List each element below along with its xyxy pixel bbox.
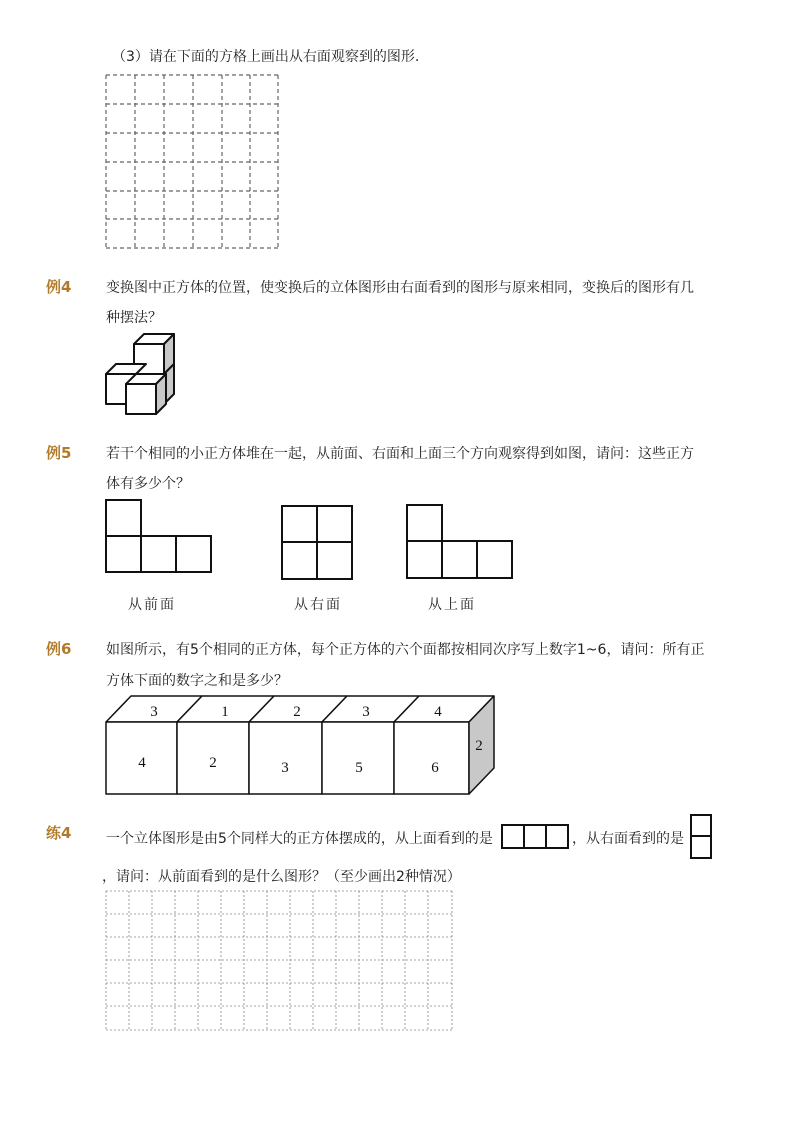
ex4-text-line2: 种摆法？ bbox=[106, 310, 162, 326]
q3-question-text: （3）请在下面的方格上画出从右面观察到的图形. bbox=[112, 49, 420, 65]
ex5-front-view bbox=[104, 498, 214, 578]
ex4-cube-stack-figure bbox=[100, 330, 182, 418]
ex6-front-number-1: 4 bbox=[138, 755, 146, 771]
ex6-front-number-3: 3 bbox=[281, 760, 289, 776]
ex5-caption-top: 从上面 bbox=[428, 597, 476, 613]
q3-answer-grid[interactable] bbox=[104, 73, 280, 251]
ex6-side-number: 2 bbox=[475, 738, 483, 754]
ex4-label: 例4 bbox=[46, 278, 72, 296]
ex5-caption-front: 从前面 bbox=[128, 597, 176, 613]
ex5-caption-right: 从右面 bbox=[294, 597, 342, 613]
ex4-text-line1: 变换图中正方体的位置，使变换后的立体图形由右面看到的图形与原来相同，变换后的图形有几 bbox=[106, 280, 694, 296]
ex5-text-line1: 若干个相同的小正方体堆在一起，从前面、右面和上面三个方向观察得到如图，请问：这些正方 bbox=[106, 446, 694, 462]
ex6-text-line2: 方体下面的数字之和是多少？ bbox=[106, 673, 288, 689]
ex6-cube-row-figure bbox=[104, 694, 496, 798]
ex6-top-number-3: 2 bbox=[293, 704, 301, 720]
ex5-top-view bbox=[405, 503, 515, 581]
pr4-text-line1a: 一个立体图形是由5个同样大的正方体摆成的，从上面看到的是 bbox=[106, 831, 493, 847]
pr4-answer-grid[interactable] bbox=[104, 889, 456, 1033]
pr4-label: 练4 bbox=[46, 824, 72, 842]
ex5-label: 例5 bbox=[46, 444, 72, 462]
ex6-top-number-4: 3 bbox=[362, 704, 370, 720]
pr4-text-line2: ，请问：从前面看到的是什么图形？（至少画出2种情况） bbox=[102, 869, 461, 885]
ex6-top-number-2: 1 bbox=[221, 704, 229, 720]
pr4-text-line1b: ，从右面看到的是 bbox=[572, 831, 684, 847]
ex6-text-line1: 如图所示，有5个相同的正方体，每个正方体的六个面都按相同次序写上数字1~6，请问：所有正 bbox=[106, 642, 705, 658]
pr4-right-view-inline bbox=[689, 813, 713, 861]
ex6-front-number-2: 2 bbox=[209, 755, 217, 771]
ex6-front-number-5: 6 bbox=[431, 760, 439, 776]
ex6-label: 例6 bbox=[46, 640, 72, 658]
pr4-top-view-inline bbox=[500, 823, 572, 851]
ex6-top-number-5: 4 bbox=[434, 704, 442, 720]
ex5-text-line2: 体有多少个？ bbox=[106, 476, 190, 492]
ex6-front-number-4: 5 bbox=[355, 760, 363, 776]
ex6-top-number-1: 3 bbox=[150, 704, 158, 720]
ex5-right-view bbox=[280, 504, 355, 582]
